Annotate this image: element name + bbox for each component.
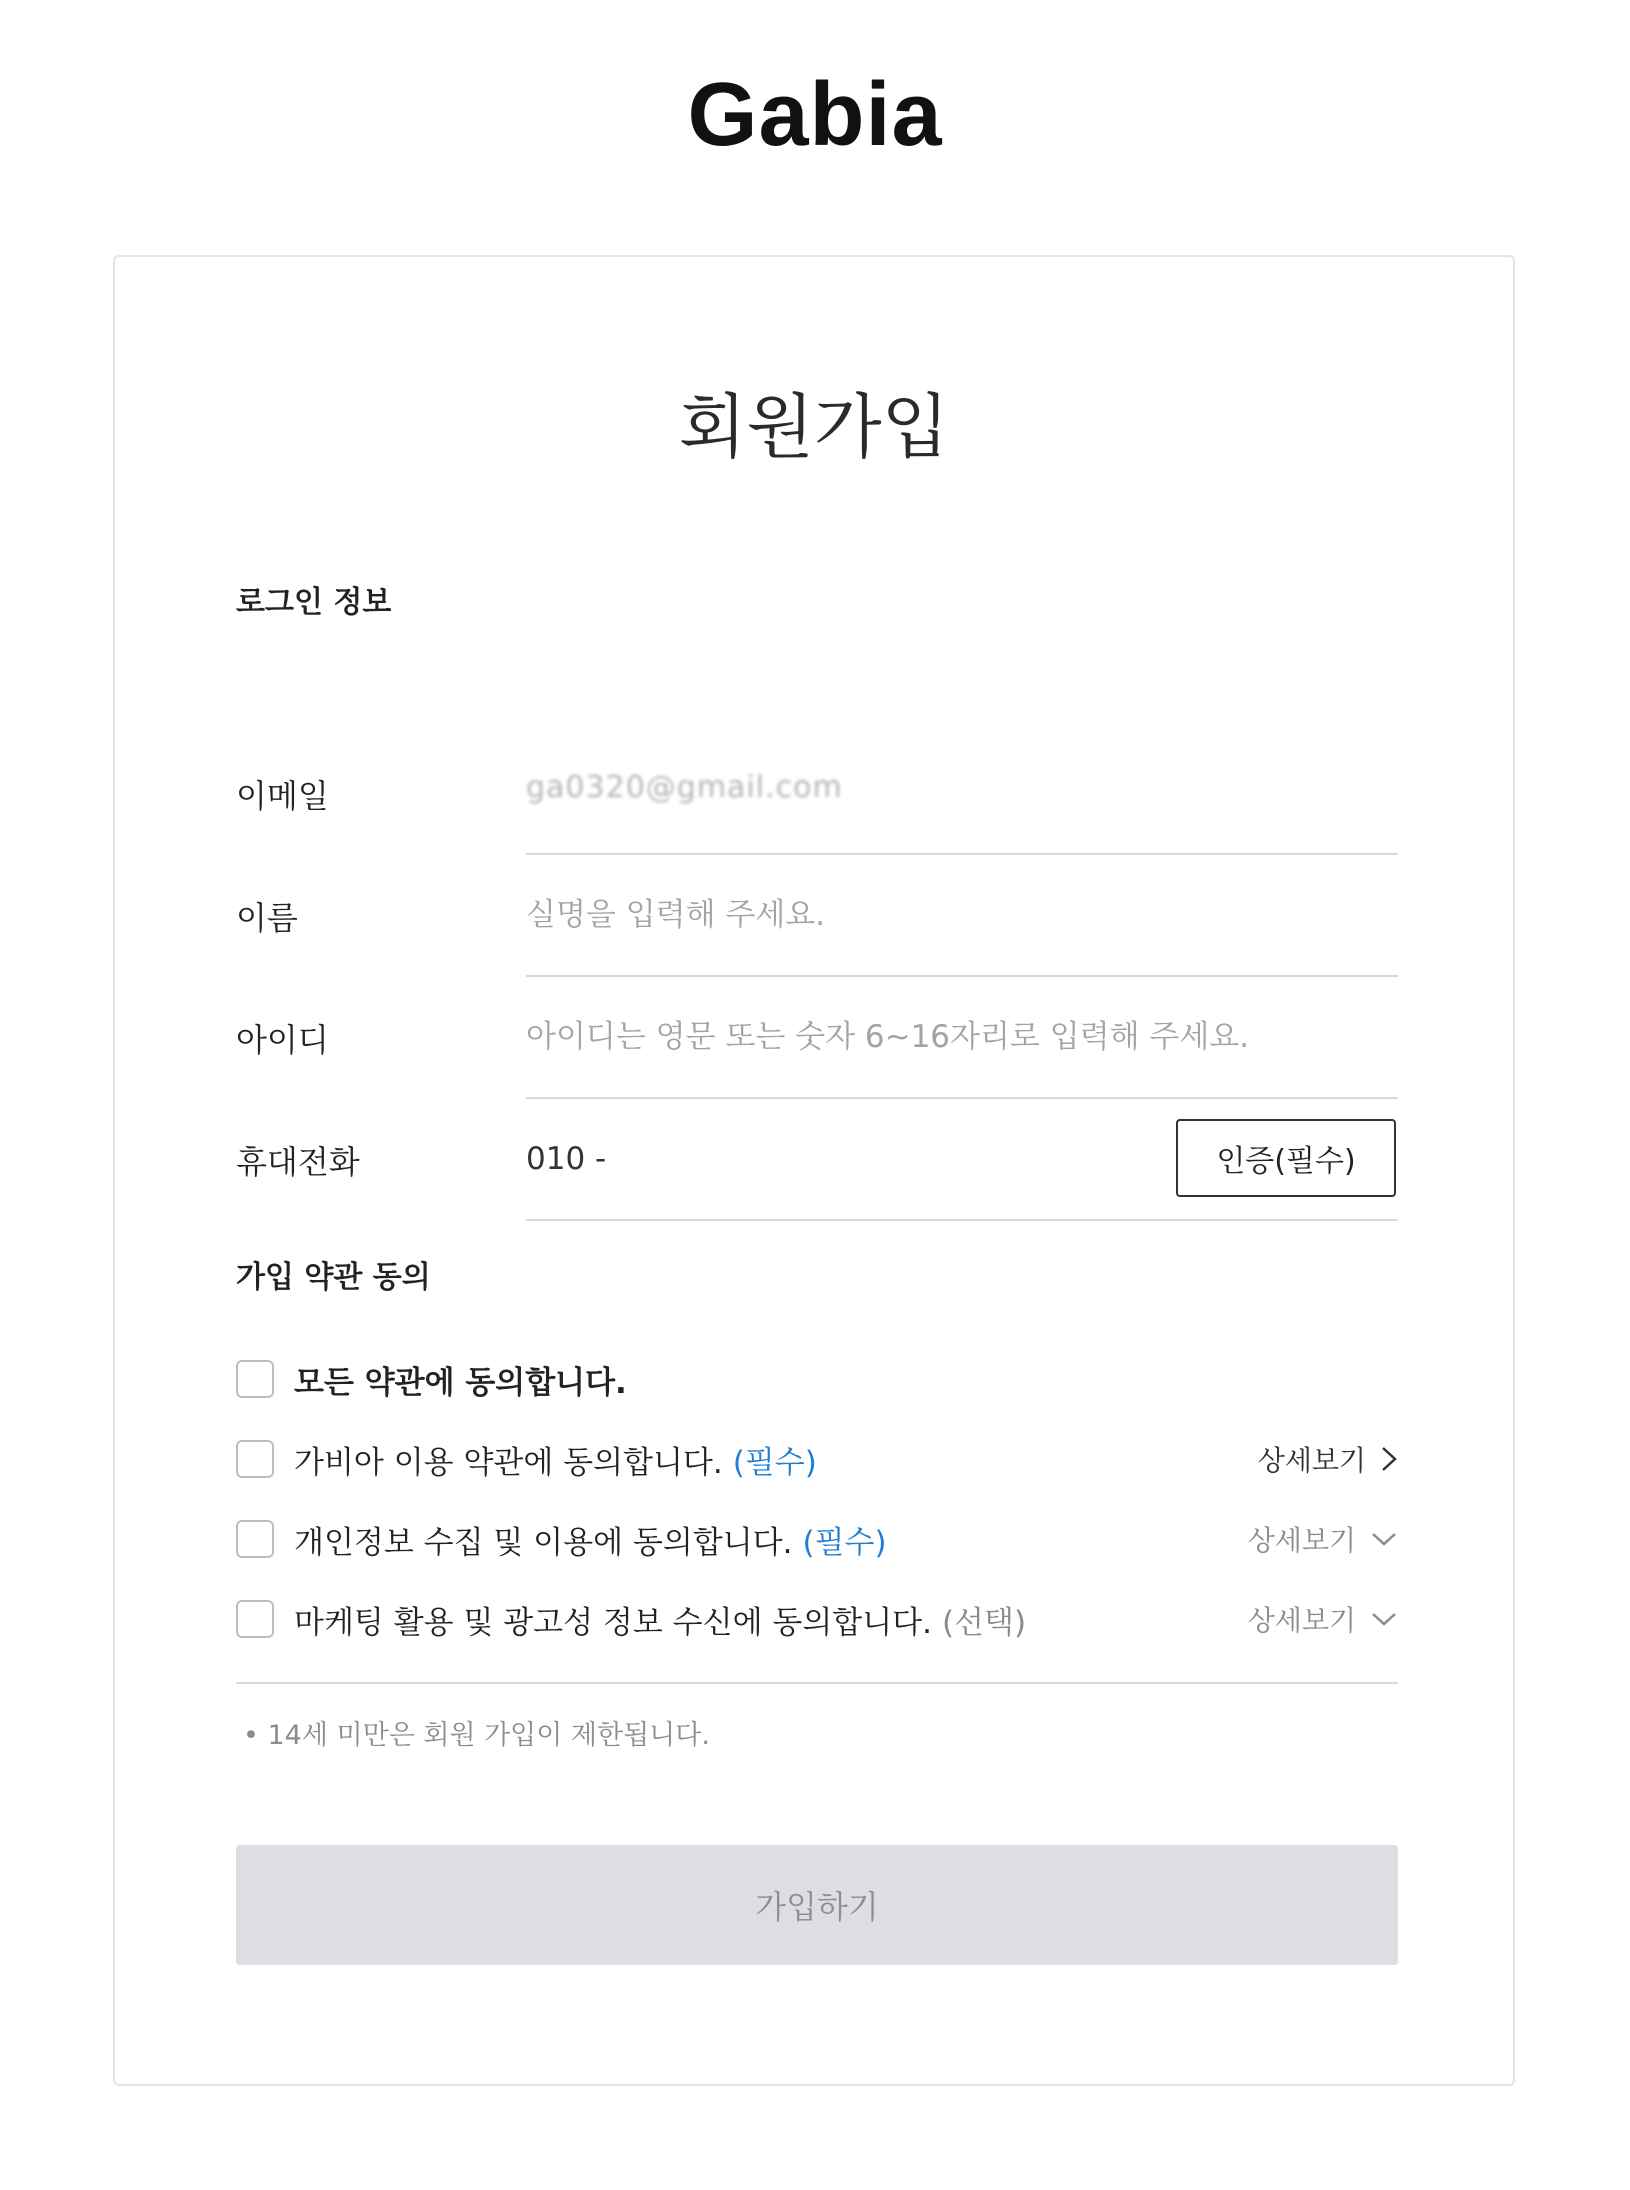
- chevron-right-icon: [1380, 1445, 1398, 1473]
- terms-service-label[interactable]: 가비아 이용 약관에 동의합니다.: [294, 1444, 723, 1481]
- name-label: 이름: [236, 899, 298, 937]
- age-notice: • 14세 미만은 회원 가입이 제한됩니다.: [243, 1720, 710, 1751]
- chevron-down-icon: [1370, 1530, 1398, 1548]
- terms-service-checkbox[interactable]: [236, 1440, 274, 1478]
- agree-all-row: [236, 1357, 1398, 1401]
- required-tag: (필수): [802, 1524, 887, 1561]
- terms-service-detail-link[interactable]: [1258, 1437, 1398, 1481]
- agree-all-label[interactable]: 모든 약관에 동의합니다.: [294, 1364, 627, 1401]
- userid-row: [236, 977, 1398, 1099]
- terms-item-marketing: [236, 1597, 1398, 1641]
- chevron-down-icon: [1370, 1610, 1398, 1628]
- userid-input[interactable]: [526, 1019, 1398, 1055]
- email-value: ga0320@gmail.com: [526, 769, 843, 805]
- terms-item-service: [236, 1437, 1398, 1481]
- signup-card: [113, 255, 1515, 2086]
- terms-marketing-label[interactable]: 마케팅 활용 및 광고성 정보 수신에 동의합니다.: [294, 1604, 932, 1641]
- name-field-wrapper: [526, 855, 1398, 977]
- gabia-logo: Gabia: [687, 65, 943, 165]
- name-row: [236, 855, 1398, 977]
- phone-field[interactable]: [526, 1099, 1398, 1221]
- terms-marketing-detail-link[interactable]: [1248, 1597, 1398, 1641]
- terms-privacy-detail-link[interactable]: [1248, 1517, 1398, 1561]
- terms-privacy-label[interactable]: 개인정보 수집 및 이용에 동의합니다.: [294, 1524, 793, 1561]
- signup-submit-button[interactable]: 가입하기: [236, 1845, 1398, 1965]
- email-field[interactable]: [526, 733, 1398, 855]
- page-title: 회원가입: [678, 386, 950, 468]
- email-row: [236, 733, 1398, 855]
- terms-privacy-checkbox[interactable]: [236, 1520, 274, 1558]
- required-tag: (필수): [732, 1444, 817, 1481]
- login-info-heading: 로그인 정보: [236, 585, 392, 620]
- phone-prefix: 010 -: [526, 1141, 607, 1177]
- detail-label: 상세보기: [1247, 1604, 1356, 1637]
- userid-label: 아이디: [236, 1021, 329, 1059]
- terms-divider: [236, 1682, 1398, 1684]
- phone-row: [236, 1099, 1398, 1221]
- phone-verify-button[interactable]: 인증(필수): [1176, 1119, 1396, 1197]
- terms-heading: 가입 약관 동의: [236, 1260, 431, 1295]
- agree-all-checkbox[interactable]: [236, 1360, 274, 1398]
- name-input[interactable]: [526, 897, 1398, 933]
- detail-label: 상세보기: [1247, 1524, 1356, 1557]
- detail-label: 상세보기: [1257, 1444, 1366, 1477]
- userid-field-wrapper: [526, 977, 1398, 1099]
- phone-label: 휴대전화: [236, 1143, 360, 1181]
- email-label: 이메일: [236, 777, 329, 815]
- optional-tag: (선택): [941, 1604, 1027, 1641]
- terms-item-privacy: [236, 1517, 1398, 1561]
- terms-marketing-checkbox[interactable]: [236, 1600, 274, 1638]
